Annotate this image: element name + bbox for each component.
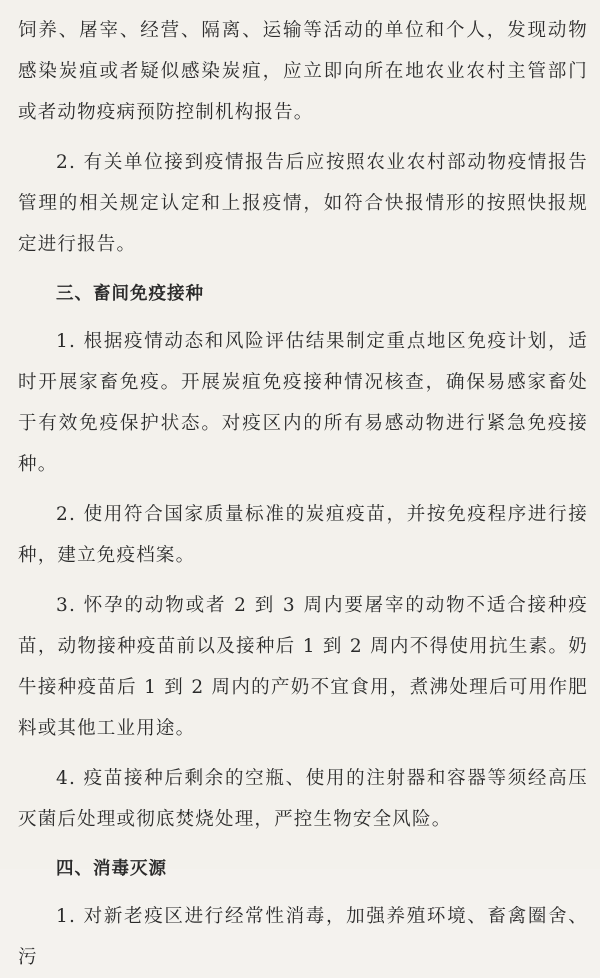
paragraph-immunization-2: 2. 使用符合国家质量标准的炭疽疫苗，并按免疫程序进行接种，建立免疫档案。 bbox=[18, 504, 588, 566]
paragraph-reporting-intro: 饲养、屠宰、经营、隔离、运输等活动的单位和个人，发现动物感染炭疽或者疑似感染炭疽，应立即向所在地农业农村主管部门或者动物疫病预防控制机构报告。 bbox=[18, 20, 588, 123]
paragraph-reporting-2: 2. 有关单位接到疫情报告后应按照农业农村部动物疫情报告管理的相关规定认定和上报疫情，如符合快报情形的按照快报规定进行报告。 bbox=[18, 152, 588, 255]
paragraph-disinfection-1: 1. 对新老疫区进行经常性消毒，加强养殖环境、畜禽圈舍、污 bbox=[18, 906, 588, 968]
section-heading-disinfection: 四、消毒灭源 bbox=[56, 859, 167, 879]
paragraph-immunization-3: 3. 怀孕的动物或者 2 到 3 周内要屠宰的动物不适合接种疫苗，动物接种疫苗前以及接种后 1 到 2 周内不得使用抗生素。奶牛接种疫苗后 1 到 2 周内的产奶不宜食用，煮沸处理后可用作肥料或其他工业用途。 bbox=[18, 595, 588, 739]
paragraph-immunization-1: 1. 根据疫情动态和风险评估结果制定重点地区免疫计划，适时开展家畜免疫。开展炭疽免疫接种情况核查，确保易感家畜处于有效免疫保护状态。对疫区内的所有易感动物进行紧急免疫接种。 bbox=[18, 331, 588, 475]
section-heading-immunization: 三、畜间免疫接种 bbox=[56, 284, 204, 304]
paragraph-immunization-4: 4. 疫苗接种后剩余的空瓶、使用的注射器和容器等须经高压灭菌后处理或彻底焚烧处理，严控生物安全风险。 bbox=[18, 768, 588, 830]
